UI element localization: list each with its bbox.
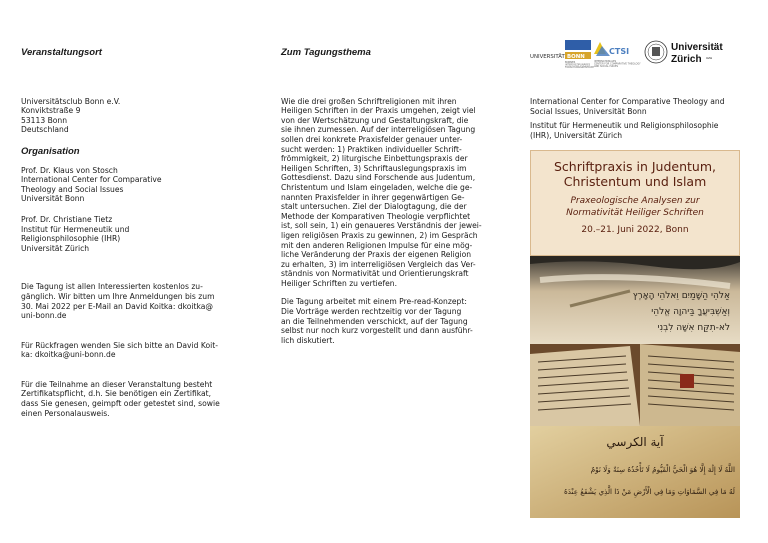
venue-heading: Veranstaltungsort <box>21 47 102 58</box>
covid-line: dass Sie genesen, geimpft oder getestet sind, sowie <box>21 399 220 409</box>
torah-text-line: לֹא-תִקַּח אִשָּׁה לִבְנִי <box>657 323 730 333</box>
torah-text-line: וְאַשְׁבִּיעֲךָ בַּיהוָה אֱלֹהֵי <box>651 307 730 317</box>
uzh-line1: Universität <box>671 42 723 53</box>
uzh-suffix: UZH <box>706 56 713 60</box>
text-line: sollen drei konkrete Praxisfelder genauer unter- <box>281 134 463 144</box>
quran-photo <box>530 426 740 518</box>
organiser-line: Prof. Dr. Klaus von Stosch <box>21 165 118 175</box>
event-title-line: Schriftpraxis in Judentum, <box>553 159 716 174</box>
text-line: sie ihnen zumessen. Auf der interreligiösen Tagung <box>281 125 476 135</box>
text-line: an die Teilnehmenden verschickt, auf der Tagung <box>281 316 468 326</box>
bonn-box-text: BONN <box>567 54 585 60</box>
info-column <box>21 48 243 418</box>
text-line: lich diskutiert. <box>281 335 335 345</box>
bonn-small-1: BONNER <box>565 61 576 64</box>
organiser-2 <box>21 215 243 253</box>
organiser-1 <box>21 166 243 204</box>
institution-line: International Center for Comparative Theology and <box>530 97 725 106</box>
questions-line: Für Rückfragen wenden Sie sich bitte an David Koit- <box>21 340 218 350</box>
text-line: selbst nur noch kurz vorgestellt und dann ausführ- <box>281 326 473 336</box>
bonn-small-3: FORSCHUNGSZENTRUM <box>565 66 594 68</box>
event-title <box>531 159 739 189</box>
organiser-line: International Center for Comparative <box>21 175 162 185</box>
registration-line: Die Tagung ist allen Interessierten kostenlos zu- <box>21 282 203 292</box>
questions-line: ka: dkoitka@uni-bonn.de <box>21 350 116 360</box>
event-subtitle <box>531 196 739 219</box>
venue-address <box>21 97 243 135</box>
text-line: Methode der Komparativen Theologie verpflichtet <box>281 211 471 221</box>
covid-line: Zertifikatspflicht, d.h. Sie benötigen ein Zertifikat, <box>21 389 212 399</box>
bonn-prefix-text: UNIVERSITÄT <box>530 54 565 60</box>
arabic-line: لَهُ مَا فِي السَّمَاوَاتِ وَمَا فِي الْأَرْضِ مَنْ ذَا الَّذِي يَشْفَعُ عِنْدَهُ <box>564 487 735 496</box>
registration-line: 30. Mai 2022 per E-Mail an David Koitka: dkoitka@ <box>21 301 213 311</box>
event-title-line: Christentum und Islam <box>563 174 707 189</box>
text-line: Gottesdienst. Dazu sind Forschende aus Judentum, <box>281 173 476 183</box>
registration-line: uni-bonn.de <box>21 311 67 321</box>
bonn-logo <box>530 40 594 68</box>
covid-line: Für die Teilnahme an dieser Veranstaltung besteht <box>21 379 213 389</box>
venue-line: Konviktstraße 9 <box>21 106 81 116</box>
uzh-seal-figure <box>652 47 660 56</box>
uzh-line2: Zürich <box>671 54 702 65</box>
organiser-line: Religionsphilosophie (IHR) <box>21 234 121 244</box>
institution-line: (IHR), Universität Zürich <box>530 130 623 140</box>
organiser-line: Universität Zürich <box>21 243 90 253</box>
institution-line: Social Issues, Universität Bonn <box>530 106 647 116</box>
topic-column <box>281 48 482 345</box>
logos-bar <box>530 38 742 68</box>
venue-line: Universitätsclub Bonn e.V. <box>21 96 121 106</box>
text-line: ligen religiösen Praxis zu gewinnen, 2) im Gespräch <box>281 230 478 240</box>
ctsi-small-3: AND SOCIAL ISSUES <box>594 65 619 68</box>
ctsi-text: CTSI <box>609 47 630 56</box>
text-line: sucht werden: 1) Praktiken individueller Schrift- <box>281 144 462 154</box>
institutions <box>530 97 742 140</box>
registration-line: gänglich. Wir bitten um Ihre Anmeldungen bis zum <box>21 291 215 301</box>
text-line: zu erhalten, 3) im interreligiösen Vergleich das Ver- <box>281 259 476 269</box>
title-box <box>530 150 740 256</box>
organiser-line: Theology and Social Issues <box>21 184 124 194</box>
topic-paragraph-1 <box>281 97 482 289</box>
initial-letter-icon <box>680 374 694 388</box>
text-line: mit den anderen Religionen Impulse für eine mög- <box>281 240 473 250</box>
text-line: Die Tagung arbeitet mit einem Pre-read-Konzept: <box>281 297 467 307</box>
topic-heading: Zum Tagungsthema <box>281 47 371 58</box>
ctsi-small-2: CENTER FOR COMPARATIVE THEOLOGY <box>594 62 641 66</box>
text-line: ist, soll sein, 1) ein genaueres Verständnis der jewei- <box>281 221 482 231</box>
covid-line: einen Personalausweis. <box>21 408 110 418</box>
organiser-line: Universität Bonn <box>21 194 85 204</box>
event-subtitle-line: Normativität Heiliger Schriften <box>566 207 704 218</box>
text-line: ständnis von Normativität und Orientierungskraft <box>281 269 469 279</box>
text-line: Heiligen Schriften in der Praxis umgehen, zeigt viel <box>281 106 476 116</box>
bible-photo <box>530 344 740 426</box>
torah-text-line: אַלֹהֵי הַשָּׁמַיִם וֵאלֹהֵי הָאָרֶץ <box>632 291 730 301</box>
covid-info <box>21 380 243 418</box>
institution-line: Institut für Hermeneutik und Religionsphilosophie <box>530 121 719 131</box>
organiser-line: Institut für Hermeneutik und <box>21 224 130 234</box>
organiser-line: Prof. Dr. Christiane Tietz <box>21 214 113 224</box>
quran-image <box>530 426 740 518</box>
bible-image <box>530 344 740 426</box>
arabic-heading: آية الكرسي <box>606 435 664 449</box>
text-line: nannten Praxisfelder in ihrer gegenwärtigen Ge- <box>281 192 465 202</box>
questions-info <box>21 341 243 360</box>
bonn-small-2: INTERDISZIPLINÄRES <box>565 63 591 67</box>
text-line: frömmigkeit, 2) liturgische Einbettungspraxis der <box>281 154 468 164</box>
arabic-line: اللَّهُ لَا إِلَٰهَ إِلَّا هُوَ الْحَيُّ الْقَيُّومُ لَا تَأْخُذُهُ سِنَةٌ وَلَا نَوْمٌ <box>590 465 735 474</box>
text-line: Heiligen Schriften, 3) Schriftauslegungspraxis im <box>281 163 467 173</box>
torah-image <box>530 256 740 344</box>
venue-line: Deutschland <box>21 125 69 135</box>
institution-2 <box>530 121 742 140</box>
text-line: von der Wertschätzung und Gestaltungskraft, die <box>281 115 469 125</box>
text-line: Heiliger Schriften zu vertiefen. <box>281 278 398 288</box>
text-line: liche Veränderung der Praxis der eigenen Religion <box>281 250 472 260</box>
topic-paragraph-2 <box>281 297 482 345</box>
text-line: stalt untersuchen. Ziel der Dialogtagung, die der <box>281 202 467 212</box>
torah-photo <box>530 256 740 344</box>
text-line: Die Vorträge werden rechtzeitig vor der Tagung <box>281 307 462 317</box>
bonn-square-icon <box>565 40 591 50</box>
text-line: Christentum und Islam eingeladen, welche die ge- <box>281 182 473 192</box>
text-line: Wie die drei großen Schriftreligionen mit ihren <box>281 96 457 106</box>
venue-line: 53113 Bonn <box>21 115 68 125</box>
ctsi-logo <box>594 42 641 68</box>
organisation-heading: Organisation <box>21 145 80 157</box>
uzh-logo <box>645 41 723 65</box>
institution-1 <box>530 97 742 116</box>
ctsi-small-1: INTERNATIONALES <box>594 60 617 63</box>
registration-info <box>21 282 243 320</box>
event-subtitle-line: Praxeologische Analysen zur <box>570 196 700 206</box>
event-date: 20.–21. Juni 2022, Bonn <box>581 225 689 235</box>
logos-svg <box>530 38 742 68</box>
